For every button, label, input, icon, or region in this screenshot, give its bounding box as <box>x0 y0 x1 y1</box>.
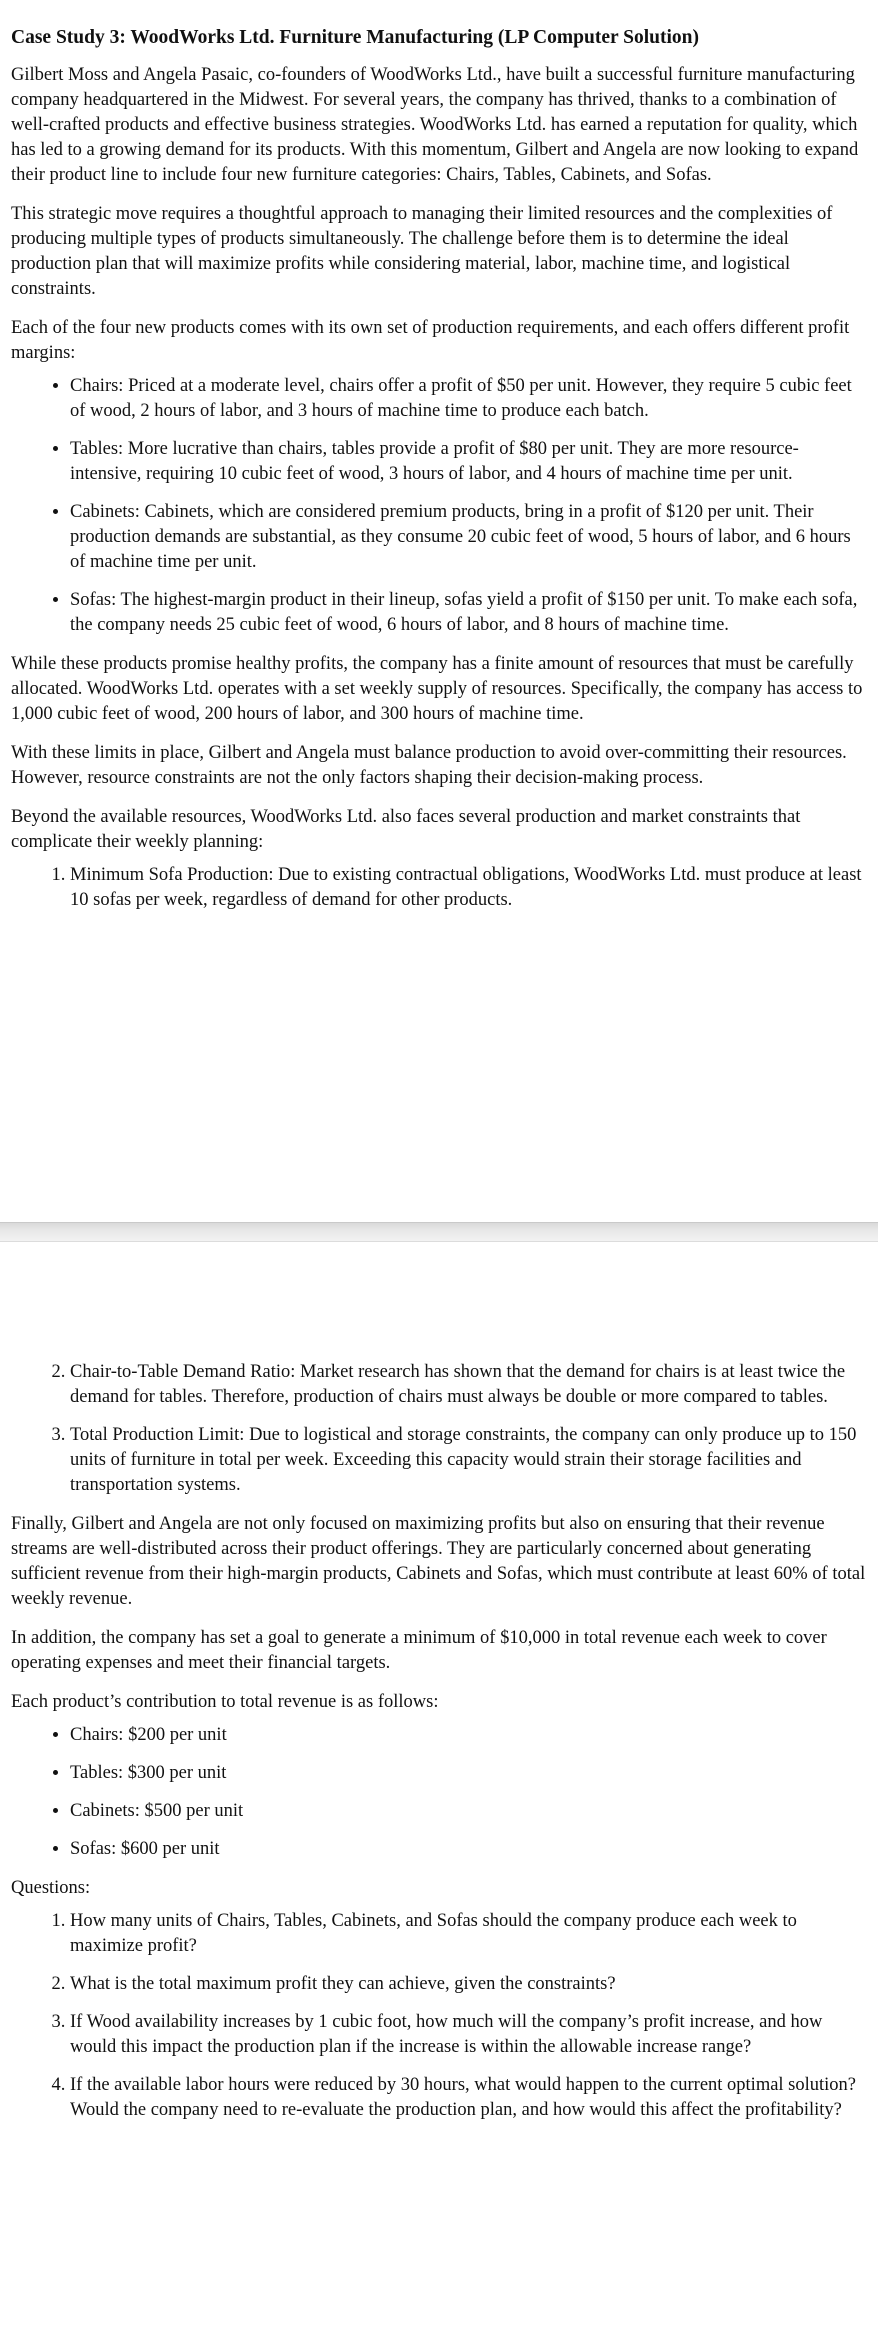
intro-paragraph: Gilbert Moss and Angela Pasaic, co-founders of WoodWorks Ltd., have built a successful furniture manufacturing company headquartered in the Midwest. For several years, the company has thrived, thanks to a combination of well-crafted products and effective business strategies. WoodWorks Ltd. has earned a reputation for quality, which has led to a growing demand for its products. With this momentum, Gilbert and Angela are now looking to expand their product line to include four new furniture categories: Chairs, Tables, Cabinets, and Sofas. <box>11 65 859 185</box>
document-page-2 <box>0 1242 878 2347</box>
resource-paragraph: While these products promise healthy profits, the company has a finite amount of resources that must be carefully allocated. WoodWorks Ltd. operates with a set weekly supply of resources. Specifically, the company has access to 1,000 cubic feet of wood, 200 hours of labor, and 300 hours of machine time. <box>11 654 863 724</box>
resource-paragraph: With these limits in place, Gilbert and Angela must balance production to avoid over-committing their resources. However, resource constraints are not the only factors shaping their decision-making process. <box>11 743 847 788</box>
revenue-item-chairs: • Chairs: $200 per unit <box>70 1723 868 1748</box>
constraint-item: 2. Chair-to-Table Demand Ratio: Market research has shown that the demand for chairs is at least twice the demand for tables. Therefore, production of chairs must always be double or more compared to tables. <box>70 1360 868 1410</box>
question-item: 2. What is the total maximum profit they can achieve, given the constraints? <box>70 1972 868 1997</box>
resource-paragraph: Beyond the available resources, WoodWorks Ltd. also faces several production and market constraints that complicate their weekly planning: <box>11 807 801 852</box>
intro-paragraph: Each of the four new products comes with its own set of production requirements, and each offers different profit margins: <box>11 318 850 363</box>
revenue-item-sofas: • Sofas: $600 per unit <box>70 1837 868 1862</box>
question-item: 3. If Wood availability increases by 1 cubic foot, how much will the company’s profit increase, and how would this impact the production plan if the increase is within the allowable increase range? <box>70 2010 868 2060</box>
intro-paragraph: This strategic move requires a thoughtful approach to managing their limited resources and the complexities of producing multiple types of products simultaneously. The challenge before them is to determine the ideal production plan that will maximize profits while considering material, labor, machine time, and logistical constraints. <box>11 204 833 299</box>
constraint-list-continued <box>11 1360 868 1498</box>
document-title: Case Study 3: WoodWorks Ltd. Furniture Manufacturing (LP Computer Solution) <box>11 27 700 48</box>
constraint-item: 1. Minimum Sofa Production: Due to existing contractual obligations, WoodWorks Ltd. must produce at least 10 sofas per week, regardless of demand for other products. <box>70 863 868 913</box>
question-list <box>11 1909 868 2123</box>
constraint-item: 3. Total Production Limit: Due to logistical and storage constraints, the company can only produce up to 150 units of furniture in total per week. Exceeding this capacity would strain their storage facilities and transportation systems. <box>70 1423 868 1498</box>
product-item-cabinets: • Cabinets: Cabinets, which are considered premium products, bring in a profit of $120 per unit. Their production demands are substantial, as they consume 20 cubic feet of wood, 5 hours of labor, and 6 hours of machine time per unit. <box>70 500 868 575</box>
revenue-paragraph: In addition, the company has set a goal to generate a minimum of $10,000 in total revenue each week to cover operating expenses and meet their financial targets. <box>11 1628 827 1673</box>
revenue-paragraph: Each product’s contribution to total revenue is as follows: <box>11 1692 439 1712</box>
question-item: 1. How many units of Chairs, Tables, Cabinets, and Sofas should the company produce each week to maximize profit? <box>70 1909 868 1959</box>
constraint-list <box>11 863 868 913</box>
product-list <box>11 374 868 638</box>
revenue-paragraph: Finally, Gilbert and Angela are not only focused on maximizing profits but also on ensuring that their revenue streams are well-distributed across their product offerings. They are particularly concerned about generating sufficient revenue from their high-margin products, Cabinets and Sofas, which must contribute at least 60% of total weekly revenue. <box>11 1514 866 1609</box>
page-break <box>0 1222 878 1242</box>
revenue-item-tables: • Tables: $300 per unit <box>70 1761 868 1786</box>
question-item: 4. If the available labor hours were reduced by 30 hours, what would happen to the current optimal solution? Would the company need to re-evaluate the production plan, and how would this affect the profitability? <box>70 2073 868 2123</box>
product-item-sofas: • Sofas: The highest-margin product in their lineup, sofas yield a profit of $150 per unit. To make each sofa, the company needs 25 cubic feet of wood, 6 hours of labor, and 8 hours of machine time. <box>70 588 868 638</box>
revenue-item-cabinets: • Cabinets: $500 per unit <box>70 1799 868 1824</box>
questions-label: Questions: <box>11 1878 91 1898</box>
product-item-chairs: • Chairs: Priced at a moderate level, chairs offer a profit of $50 per unit. However, they require 5 cubic feet of wood, 2 hours of labor, and 3 hours of machine time to produce each batch. <box>70 374 868 424</box>
product-item-tables: • Tables: More lucrative than chairs, tables provide a profit of $80 per unit. They are more resource-intensive, requiring 10 cubic feet of wood, 3 hours of labor, and 4 hours of machine time per unit. <box>70 437 868 487</box>
revenue-list <box>11 1723 868 1862</box>
